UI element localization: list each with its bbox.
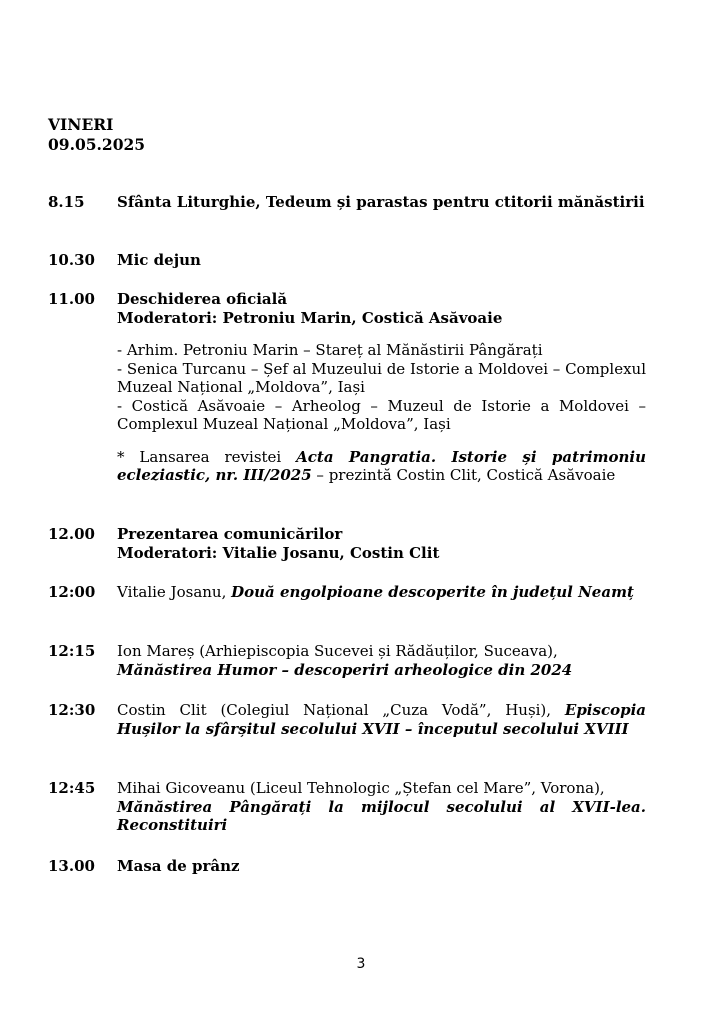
presentation-title: Două engolpioane descoperite în județul Neamț: [231, 583, 634, 601]
day-header: [48, 115, 145, 155]
moderators: Moderatori: Petroniu Marin, Costică Asăvoaie: [117, 308, 503, 327]
day-name: VINERI: [48, 115, 114, 134]
schedule-title: Prezentarea comunicărilor: [117, 525, 343, 543]
presentation-author: Costin Clit (Colegiul Național „Cuza Vodă”, Huși),: [117, 701, 565, 719]
schedule-time: 12:00: [48, 583, 96, 601]
schedule-time: 8.15: [48, 193, 85, 211]
schedule-title: Mic dejun: [117, 251, 201, 269]
moderators: Moderatori: Vitalie Josanu, Costin Clit: [117, 543, 440, 562]
journal-launch: [117, 448, 646, 485]
schedule-time: 12.00: [48, 525, 95, 543]
page-number: 3: [356, 956, 366, 972]
launch-presenters: – prezintă Costin Clit, Costică Asăvoaie: [311, 466, 616, 484]
speaker-item: - Senica Turcanu – Șef al Muzeului de Istorie a Moldovei – Complexul Muzeal Național „Moldova”, Iași: [117, 359, 646, 396]
day-date: 09.05.2025: [48, 135, 146, 154]
presentation-title: Episcopia Hușilor la sfârșitul secolului XVII – începutul secolului XVIII: [117, 701, 646, 738]
schedule-time: 12:45: [48, 779, 96, 797]
schedule-time: 12:30: [48, 701, 96, 719]
schedule-title: Masa de prânz: [117, 857, 240, 875]
schedule-title: Sfânta Liturghie, Tedeum și parastas pentru ctitorii mănăstirii: [117, 193, 645, 211]
presentation-author: Ion Mareș (Arhiepiscopia Sucevei și Rădăuților, Suceava),: [117, 642, 558, 660]
presentation-title: Mănăstirea Humor – descoperiri arheologice din 2024: [117, 660, 573, 679]
speaker-item: - Arhim. Petroniu Marin – Stareț al Mănăstirii Pângărați: [117, 341, 543, 359]
schedule-time: 11.00: [48, 290, 95, 308]
launch-prefix: * Lansarea revistei: [117, 447, 297, 466]
speaker-item: - Costică Asăvoaie – Arheolog – Muzeul de Istorie a Moldovei – Complexul Muzeal Național „Moldova”, Iași: [117, 396, 646, 433]
schedule-time: 13.00: [48, 857, 95, 875]
presentation-author: Mihai Gicoveanu (Liceul Tehnologic „Ștefan cel Mare”, Vorona),: [117, 779, 605, 797]
schedule-time: 12:15: [48, 642, 96, 660]
presentation-title: Mănăstirea Pângărați la mijlocul secolului al XVII-lea. Reconstituiri: [117, 797, 646, 834]
schedule-title: Deschiderea oficială: [117, 290, 288, 308]
schedule-time: 10.30: [48, 251, 95, 269]
journal-title: Acta Pangratia. Istorie și patrimoniu ecleziastic, nr. III/2025: [117, 447, 646, 484]
presentation-author: Vitalie Josanu,: [117, 583, 232, 601]
